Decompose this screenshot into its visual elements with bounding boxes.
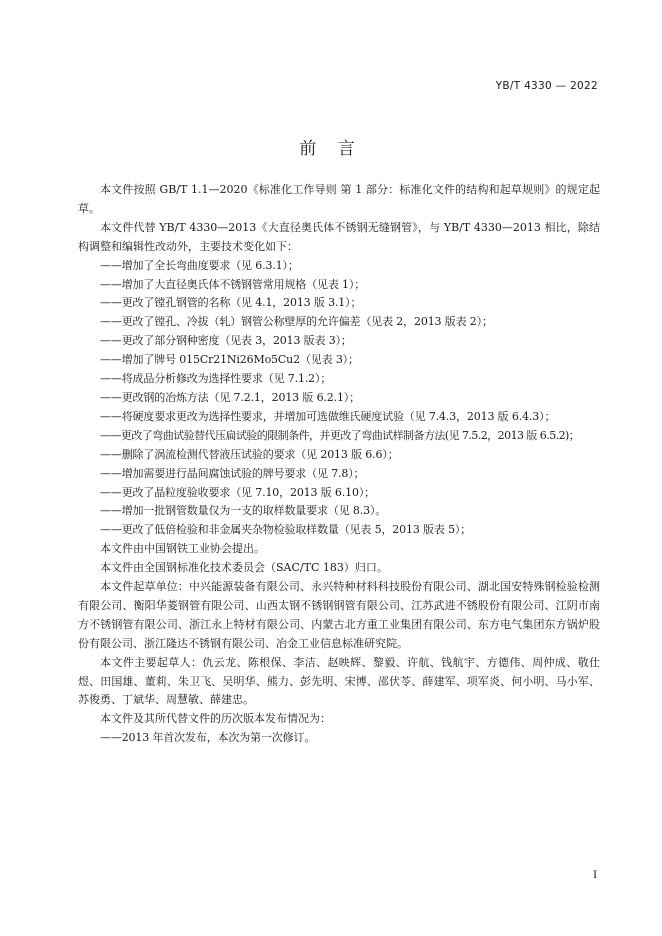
- history-item: ——2013 年首次发布，本次为第一次修订。: [100, 731, 316, 745]
- list-item: ——增加了牌号 015Cr21Ni26Mo5Cu2（见表 3）；: [100, 353, 359, 367]
- list-item: ——将成品分析修改为选择性要求（见 7.1.2）；: [100, 372, 332, 386]
- paragraph-committee: 本文件由全国钢标准化技术委员会（SAC/TC 183）归口。: [100, 561, 388, 575]
- list-item: ——增加一批钢管数量仅为一支的取样数量要求（见 8.3）。: [100, 504, 387, 518]
- list-item: ——删除了涡流检测代替液压试验的要求（见 2013 版 6.6）；: [100, 447, 399, 461]
- page-title: 前 言: [299, 139, 363, 159]
- paragraph-drafters: 本文件主要起草人：仇云龙、陈根保、李洁、赵映辉、黎毅、许航、钱航宇、方德伟、周仲成、敬仕煜、田国雄、董莉、朱卫飞、吴明华、熊力、彭先明、宋博、邵伏苓、薛建军、项军炎、何小明、马小军、苏俊勇、丁斌华、周慧敏、薛建忠。: [78, 655, 600, 707]
- list-item: ——更改了部分钢种密度（见表 3，2013 版表 3）；: [100, 334, 352, 348]
- list-item: ——增加需要进行晶间腐蚀试验的牌号要求（见 7.8）；: [100, 466, 365, 480]
- page-number: I: [593, 869, 598, 881]
- list-item: ——更改了弯曲试验替代压扁试验的限制条件，并更改了弯曲试样制备方法(见 7.5.2，2013 版 6.5.2)；: [100, 428, 580, 442]
- foreword-body: [78, 181, 600, 748]
- standard-code: YB/T 4330 — 2022: [495, 80, 598, 92]
- list-item: ——更改了镗孔、冷拔（轧）钢管公称壁厚的允许偏差（见表 2，2013 版表 2）；: [100, 315, 493, 329]
- paragraph-drafting-rules: 本文件按照 GB/T 1.1—2020《标准化工作导则 第 1 部分：标准化文件的结构和起草规则》的规定起草。: [78, 183, 600, 215]
- list-item: ——更改了镗孔钢管的名称（见 4.1，2013 版 3.1）；: [100, 296, 362, 310]
- changes-list: [78, 257, 600, 541]
- paragraph-history-intro: 本文件及其所代替文件的历次版本发布情况为：: [100, 712, 331, 726]
- list-item: ——增加了大直径奥氏体不锈钢管常用规格（见表 1）；: [100, 277, 366, 291]
- list-item: ——更改了晶粒度验收要求（见 7.10，2013 版 6.10）；: [100, 485, 376, 499]
- list-item: ——更改钢的冶炼方法（见 7.2.1，2013 版 6.2.1）；: [100, 390, 361, 404]
- list-item: ——将硬度要求更改为选择性要求，并增加可选做维氏硬度试验（见 7.4.3，2013 版 6.4.3）；: [100, 409, 556, 423]
- paragraph-replacement: 本文件代替 YB/T 4330—2013《大直径奥氏体不锈钢无缝钢管》，与 YB/T 4330—2013 相比，除结构调整和编辑性改动外，主要技术变化如下：: [78, 220, 600, 253]
- list-item: ——更改了低倍检验和非金属夹杂物检验取样数量（见表 5，2013 版表 5）；: [100, 523, 472, 537]
- paragraph-drafting-units: 本文件起草单位：中兴能源装备有限公司、永兴特种材料科技股份有限公司、湖北国安特殊钢检验检测有限公司、衡阳华菱钢管有限公司、山西太钢不锈钢钢管有限公司、江苏武进不锈股份有限公司、江阴市南方不锈钢管有限公司、浙江永上特材有限公司、内蒙古北方重工业集团有限公司、东方电气集团东方锅炉股份有限公司、浙江隆达不锈钢有限公司、冶金工业信息标准研究院。: [78, 580, 600, 650]
- list-item: ——增加了全长弯曲度要求（见 6.3.1）；: [100, 258, 299, 272]
- paragraph-proposer: 本文件由中国钢铁工业协会提出。: [100, 542, 265, 556]
